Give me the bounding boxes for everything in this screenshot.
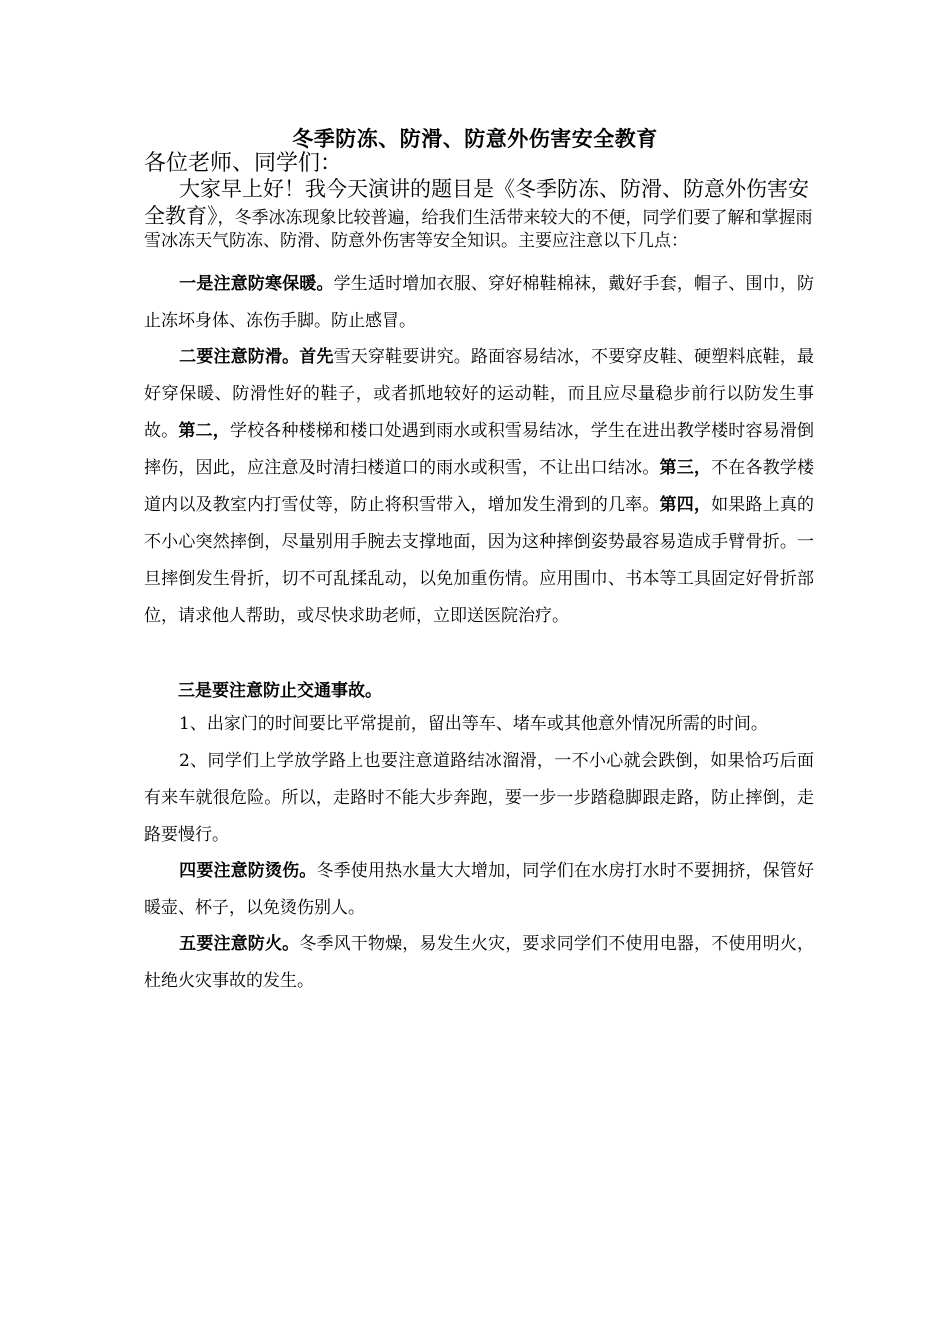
anti-scald-heading: 四要注意防烫伤。 [179, 861, 317, 881]
anti-scald-text: 冬季使用热水量大大增加，同学们在水房打水时不要拥挤，保管好暖壶、杯子，以免烫伤别人。 [144, 861, 815, 918]
paragraph-fire-prevention [144, 926, 814, 1000]
traffic-item-2 [144, 743, 814, 854]
document-title: 冬季防冻、防滑、防意外伤害安全教育 [292, 126, 658, 151]
anti-slip-heading: 二要注意防滑。首先 [179, 347, 334, 367]
anti-slip-second-label: 第二， [178, 421, 230, 441]
anti-slip-text-2: 学校各种楼梯和楼口处遇到雨水或积雪易结冰，学生在进出教学楼时容易滑倒摔伤，因此，应注意及时清扫楼道口的雨水或积雪，不让出口结冰。 [144, 421, 815, 478]
paragraph-anti-slip [144, 339, 814, 635]
traffic-item-1 [144, 706, 814, 743]
anti-slip-text-3: 不在各教学楼道内以及教室内打雪仗等，防止将积雪带入，增加发生滑到的几率。 [144, 458, 815, 515]
paragraph-keep-warm [144, 266, 814, 340]
intro-rest: ，冬季冰冻现象比较普遍，给我们生活带来较大的不便，同学们要了解和掌握雨雪冰冻天气防冻、防滑、防意外伤害等安全知识。主要应注意以下几点： [144, 208, 813, 251]
keep-warm-heading: 一是注意防寒保暖。 [179, 274, 334, 294]
anti-slip-fourth-label: 第四， [659, 495, 712, 515]
keep-warm-text: 学生适时增加衣服、穿好棉鞋棉袜，戴好手套，帽子、围巾，防止冻坏身体、冻伤手脚。防止感冒。 [144, 274, 815, 331]
traffic-item-1-text: 1、出家门的时间要比平常提前，留出等车、堵车或其他意外情况所需的时间。 [179, 714, 768, 734]
anti-slip-text-1: 雪天穿鞋要讲究。路面容易结冰，不要穿皮鞋、硬塑料底鞋，最好穿保暖、防滑性好的鞋子，或者抓地较好的运动鞋，而且应尽量稳步前行以防发生事故。 [144, 347, 815, 441]
intro-lead: 大家早上好！我今天演讲的题目是《冬季防冻、防滑、防意外伤害安全教育》 [144, 177, 809, 228]
traffic-heading: 三是要注意防止交通事故。 [178, 681, 382, 701]
fire-prevention-text: 冬季风干物燥，易发生火灾，要求同学们不使用电器，不使用明火，杜绝火灾事故的发生。 [144, 934, 815, 991]
paragraph-anti-scald [144, 853, 814, 927]
anti-slip-text-4: 如果路上真的不小心突然摔倒，尽量别用手腕去支撑地面，因为这种摔倒姿势最容易造成手臂骨折。一旦摔倒发生骨折，切不可乱揉乱动，以免加重伤情。应用围巾、书本等工具固定好骨折部位，请求他人帮助，或尽快求助老师，立即送医院治疗。 [144, 495, 815, 626]
fire-prevention-heading: 五要注意防火。 [179, 934, 300, 954]
greeting: 各位老师、同学们： [144, 151, 343, 176]
traffic-item-2-text: 2、同学们上学放学路上也要注意道路结冰溜滑，一不小心就会跌倒，如果恰巧后面有来车就很危险。所以，走路时不能大步奔跑，要一步一步踏稳脚跟走路，防止摔倒，走路要慢行。 [144, 751, 814, 845]
anti-slip-third-label: 第三， [659, 458, 712, 478]
intro-paragraph [144, 176, 814, 253]
